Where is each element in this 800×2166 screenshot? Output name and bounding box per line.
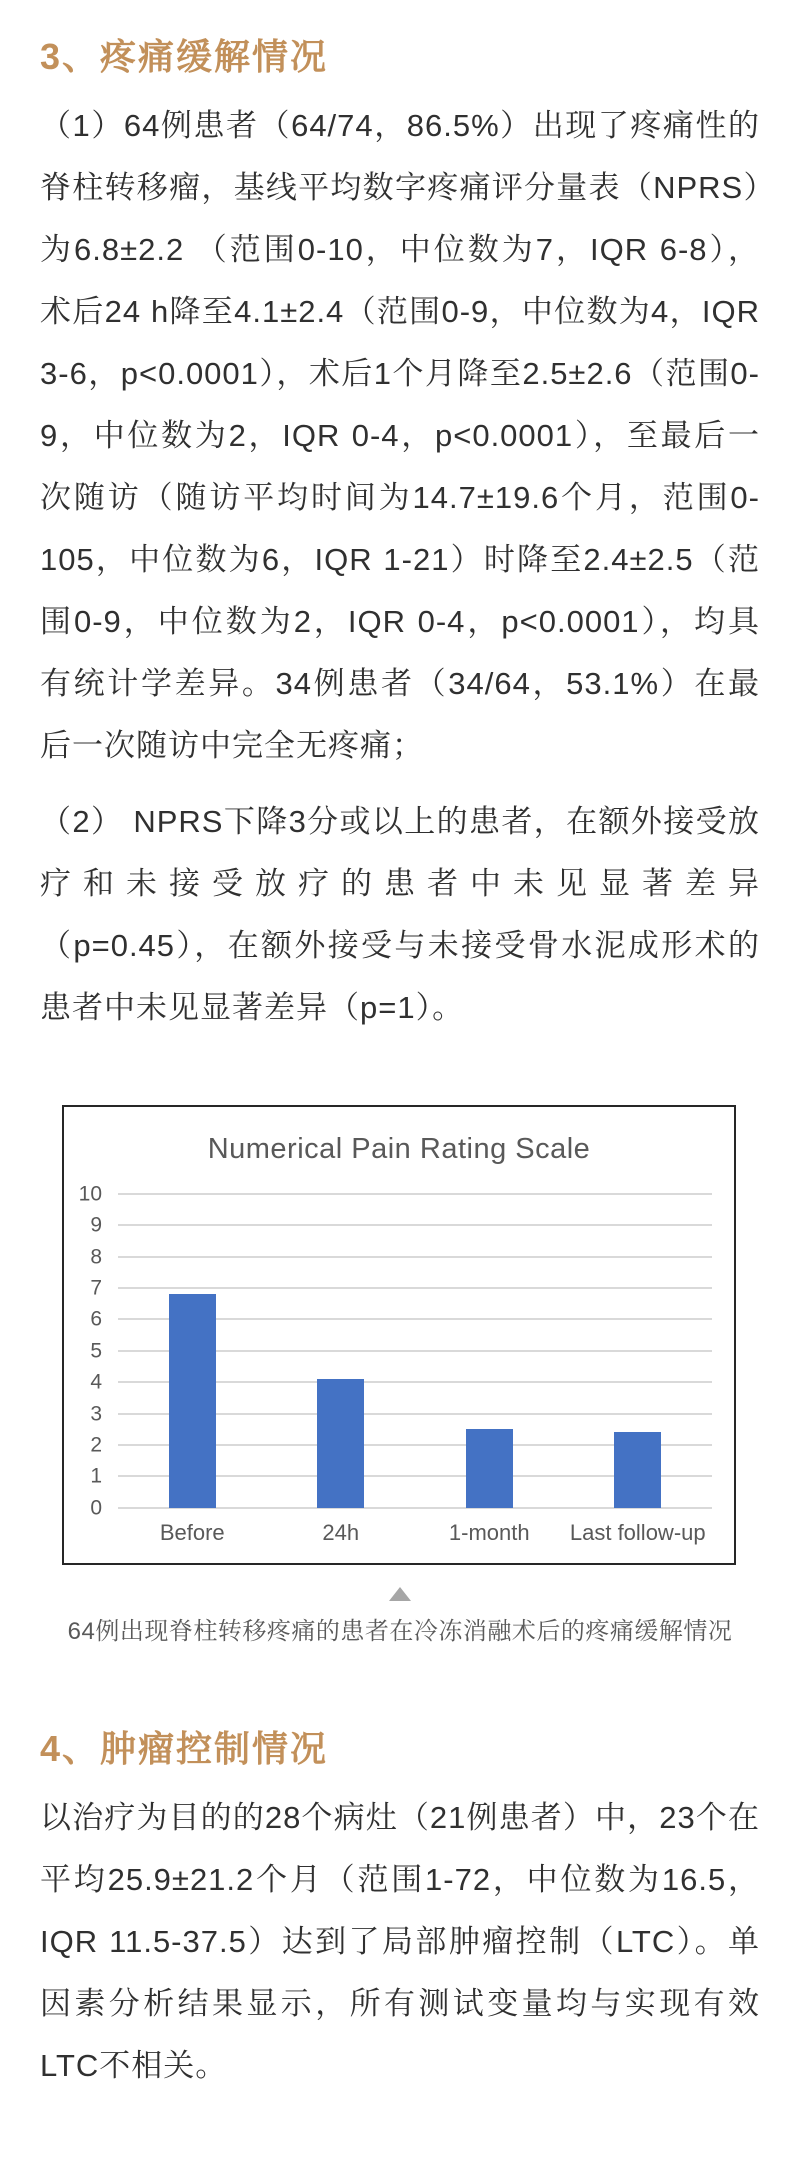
y-tick-label-7: 7 xyxy=(90,1276,102,1300)
y-tick-label-4: 4 xyxy=(90,1370,102,1394)
y-tick-label-5: 5 xyxy=(90,1339,102,1363)
x-axis-label-1-month: 1-month xyxy=(448,1519,530,1545)
y-tick-label-3: 3 xyxy=(90,1402,102,1426)
x-axis-label-before: Before xyxy=(159,1519,225,1545)
y-tick-label-1: 1 xyxy=(90,1464,102,1488)
nprs-bar-chart xyxy=(62,1105,736,1565)
y-tick-label-8: 8 xyxy=(90,1245,102,1269)
x-axis-label-24h: 24h xyxy=(322,1519,360,1545)
section4-paragraph-1: 以治疗为目的的28个病灶（21例患者）中，23个在平均25.9±21.2个月（范围1-72，中位数为16.5，IQR 11.5-37.5）达到了局部肿瘤控制（LTC）。单因素分析结果显示，所有测试变量均与实现有效LTC不相关。 xyxy=(40,1800,760,2084)
gridline-10 xyxy=(118,1193,712,1195)
gridline-7 xyxy=(118,1287,712,1289)
nprs-figure xyxy=(40,1105,760,1649)
section3-paragraph-2: （2） NPRS下降3分或以上的患者，在额外接受放疗和未接受放疗的患者中未见显著差异（p=0.45），在额外接受与未接受骨水泥成形术的患者中未见显著差异（p=1）。 xyxy=(40,803,760,1025)
chart-plot xyxy=(118,1194,712,1508)
y-tick-label-10: 10 xyxy=(78,1182,102,1206)
chart-title: Numerical Pain Rating Scale xyxy=(207,1132,591,1165)
bar-1-month xyxy=(466,1429,513,1508)
x-axis-label-last-follow-up: Last follow-up xyxy=(569,1519,706,1545)
section3-paragraph-1: （1）64例患者（64/74，86.5%）出现了疼痛性的脊柱转移瘤，基线平均数字疼痛评分量表（NPRS）为6.8±2.2 （范围0-10，中位数为7，IQR 6-8），术后24 h降至4.1±2.4（范围0-9，中位数为4，IQR 3-6，p<0.0001），术后1个月降至2.5±2.6（范围0-9，中位数为2，IQR 0-4，p<0.0001），至最后一次随访（随访平均时间为14.7±19.6个月，范围0-105，中位数为6，IQR 1-21）时降至2.4±2.5（范围0-9，中位数为2，IQR 0-4，p<0.0001），均具有统计学差异。34例患者（34/64，53.1%）在最后一次随访中完全无疼痛； xyxy=(40,107,760,763)
y-tick-label-9: 9 xyxy=(90,1213,102,1237)
bar-24h xyxy=(317,1379,364,1508)
triangle-up-icon xyxy=(389,1587,411,1601)
bar-before xyxy=(169,1294,216,1508)
gridline-9 xyxy=(118,1224,712,1226)
y-tick-label-2: 2 xyxy=(90,1433,102,1457)
gridline-8 xyxy=(118,1256,712,1258)
y-tick-label-0: 0 xyxy=(90,1496,102,1520)
bar-last-follow-up xyxy=(614,1432,661,1507)
section3-heading: 3、疼痛缓解情况 xyxy=(40,36,329,77)
section4-heading: 4、肿瘤控制情况 xyxy=(40,1728,329,1770)
chart-y-axis xyxy=(64,1182,106,1520)
figure-caption: 64例出现脊柱转移疼痛的患者在冷冻消融术后的疼痛缓解情况 xyxy=(67,1617,733,1645)
y-tick-label-6: 6 xyxy=(90,1307,102,1331)
chart-x-axis xyxy=(118,1520,712,1546)
